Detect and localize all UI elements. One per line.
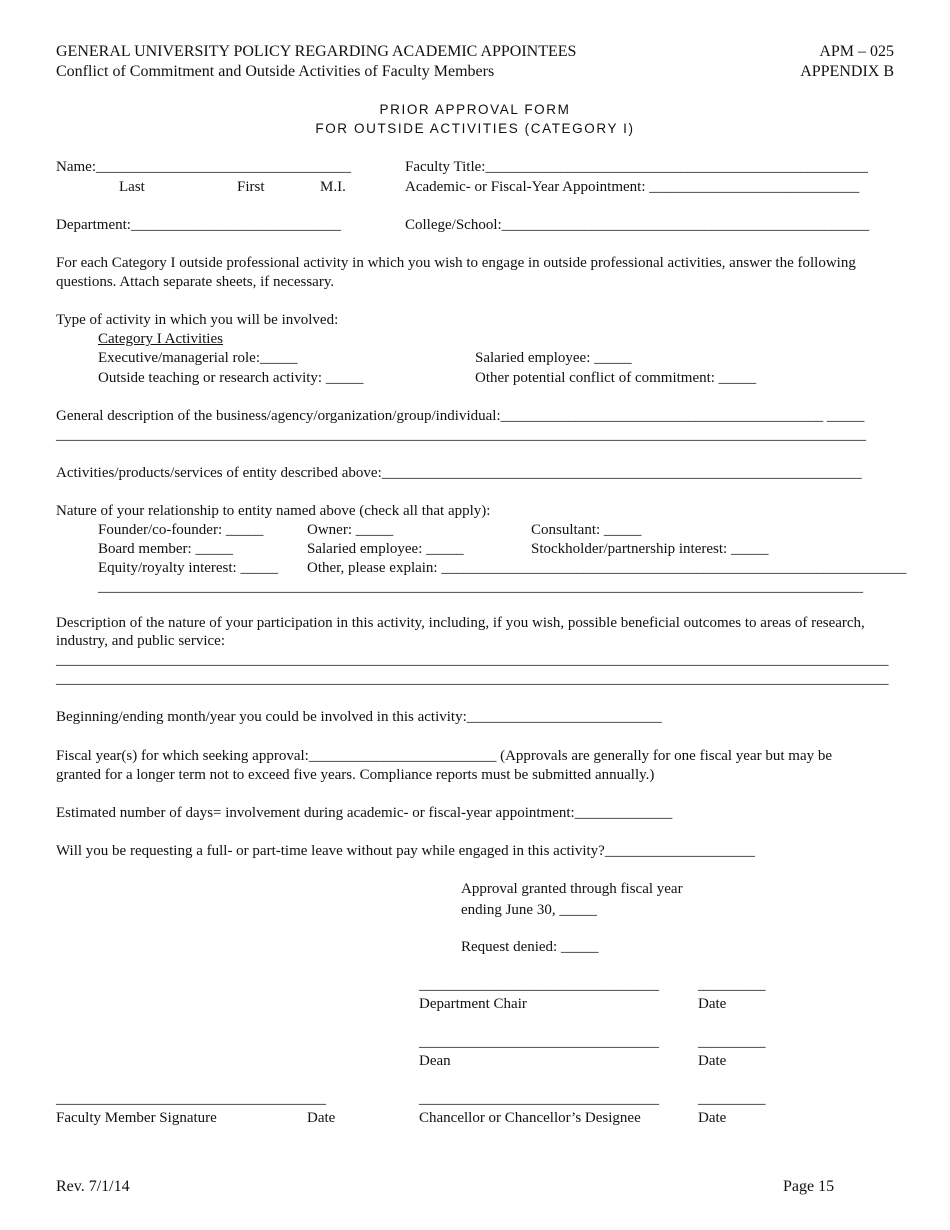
- appointment-field[interactable]: Academic- or Fiscal-Year Appointment: ____________________________: [405, 179, 860, 195]
- participation-description-2: industry, and public service:: [56, 633, 225, 649]
- revision-date: Rev. 7/1/14: [56, 1178, 130, 1195]
- participation-line-2[interactable]: _______________________________________________________________________________________________________________: [56, 671, 889, 687]
- salaried-employee-field[interactable]: Salaried employee: _____: [475, 350, 632, 366]
- mi-label: M.I.: [320, 179, 346, 195]
- faculty-date-label: Date: [307, 1110, 336, 1126]
- dept-chair-label: Department Chair: [419, 996, 527, 1012]
- board-member-field[interactable]: Board member: _____: [98, 541, 233, 557]
- consultant-field[interactable]: Consultant: _____: [531, 522, 642, 538]
- first-label: First: [237, 179, 265, 195]
- dean-date-line[interactable]: _________: [698, 1034, 766, 1050]
- intro-text-2: questions. Attach separate sheets, if necessary.: [56, 274, 335, 290]
- participation-description: Description of the nature of your participation in this activity, including, if you wish, possible beneficial outcomes to areas of research,: [56, 615, 865, 631]
- teaching-research-field[interactable]: Outside teaching or research activity: _____: [98, 370, 364, 386]
- request-denied-field[interactable]: Request denied: _____: [461, 939, 599, 955]
- fiscal-year-note: granted for a longer term not to exceed five years. Compliance reports must be submitted annually.): [56, 767, 655, 783]
- chancellor-signature-line[interactable]: ________________________________: [419, 1091, 659, 1107]
- general-description-field[interactable]: General description of the business/agency/organization/group/individual:___________________________________________ _____: [56, 408, 865, 424]
- page-number: Page 15: [783, 1178, 835, 1195]
- chancellor-date-label: Date: [698, 1110, 727, 1126]
- days-involvement-field[interactable]: Estimated number of days= involvement during academic- or fiscal-year appointment:_____________: [56, 805, 673, 821]
- general-description-line[interactable]: ____________________________________________________________________________________________________________: [56, 427, 866, 443]
- fiscal-year-field[interactable]: Fiscal year(s) for which seeking approval:_________________________ (Approvals are generally for one fiscal year but may be: [56, 748, 833, 764]
- other-conflict-field[interactable]: Other potential conflict of commitment: _____: [475, 370, 757, 386]
- activity-type-label: Type of activity in which you will be involved:: [56, 312, 339, 328]
- products-services-field[interactable]: Activities/products/services of entity described above:________________________________________________________________: [56, 465, 862, 481]
- department-field[interactable]: Department:____________________________: [56, 217, 341, 233]
- equity-royalty-field[interactable]: Equity/royalty interest: _____: [98, 560, 278, 576]
- chancellor-label: Chancellor or Chancellor’s Designee: [419, 1110, 641, 1126]
- dept-chair-signature-line[interactable]: ________________________________: [419, 977, 659, 993]
- faculty-signature-label: Faculty Member Signature: [56, 1110, 217, 1126]
- form-subtitle: FOR OUTSIDE ACTIVITIES (CATEGORY I): [315, 121, 635, 136]
- faculty-signature-line[interactable]: ____________________________________: [56, 1091, 326, 1107]
- header-appendix: APPENDIX B: [800, 63, 894, 80]
- owner-field[interactable]: Owner: _____: [307, 522, 394, 538]
- form-title: PRIOR APPROVAL FORM: [379, 102, 571, 117]
- other-explain-line[interactable]: ______________________________________________________________________________________________________: [98, 579, 863, 595]
- relationship-salaried-field[interactable]: Salaried employee: _____: [307, 541, 464, 557]
- college-field[interactable]: College/School:_________________________________________________: [405, 217, 870, 233]
- header-code: APM – 025: [819, 43, 894, 60]
- leave-without-pay-field[interactable]: Will you be requesting a full- or part-time leave without pay while engaged in this activity?____________________: [56, 843, 755, 859]
- last-label: Last: [119, 179, 145, 195]
- category-heading: Category I Activities: [98, 331, 223, 347]
- other-explain-field[interactable]: Other, please explain: ______________________________________________________________: [307, 560, 907, 576]
- dean-date-label: Date: [698, 1053, 727, 1069]
- intro-text: For each Category I outside professional activity in which you wish to engage in outside professional activities, answer the following: [56, 255, 856, 271]
- participation-line-1[interactable]: _______________________________________________________________________________________________________________: [56, 652, 889, 668]
- dean-label: Dean: [419, 1053, 451, 1069]
- founder-field[interactable]: Founder/co-founder: _____: [98, 522, 264, 538]
- faculty-title-field[interactable]: Faculty Title:___________________________________________________: [405, 159, 868, 175]
- begin-end-field[interactable]: Beginning/ending month/year you could be involved in this activity:__________________________: [56, 709, 662, 725]
- approval-granted-field[interactable]: ending June 30, _____: [461, 902, 597, 918]
- relationship-label: Nature of your relationship to entity named above (check all that apply):: [56, 503, 491, 519]
- stockholder-field[interactable]: Stockholder/partnership interest: _____: [531, 541, 769, 557]
- chancellor-date-line[interactable]: _________: [698, 1091, 766, 1107]
- header-policy-title: GENERAL UNIVERSITY POLICY REGARDING ACADEMIC APPOINTEES: [56, 43, 577, 60]
- exec-role-field[interactable]: Executive/managerial role:_____: [98, 350, 298, 366]
- dept-chair-date-line[interactable]: _________: [698, 977, 766, 993]
- dean-signature-line[interactable]: ________________________________: [419, 1034, 659, 1050]
- dept-chair-date-label: Date: [698, 996, 727, 1012]
- header-subtitle: Conflict of Commitment and Outside Activities of Faculty Members: [56, 63, 495, 80]
- approval-granted-label: Approval granted through fiscal year: [461, 881, 683, 897]
- name-field[interactable]: Name:__________________________________: [56, 159, 351, 175]
